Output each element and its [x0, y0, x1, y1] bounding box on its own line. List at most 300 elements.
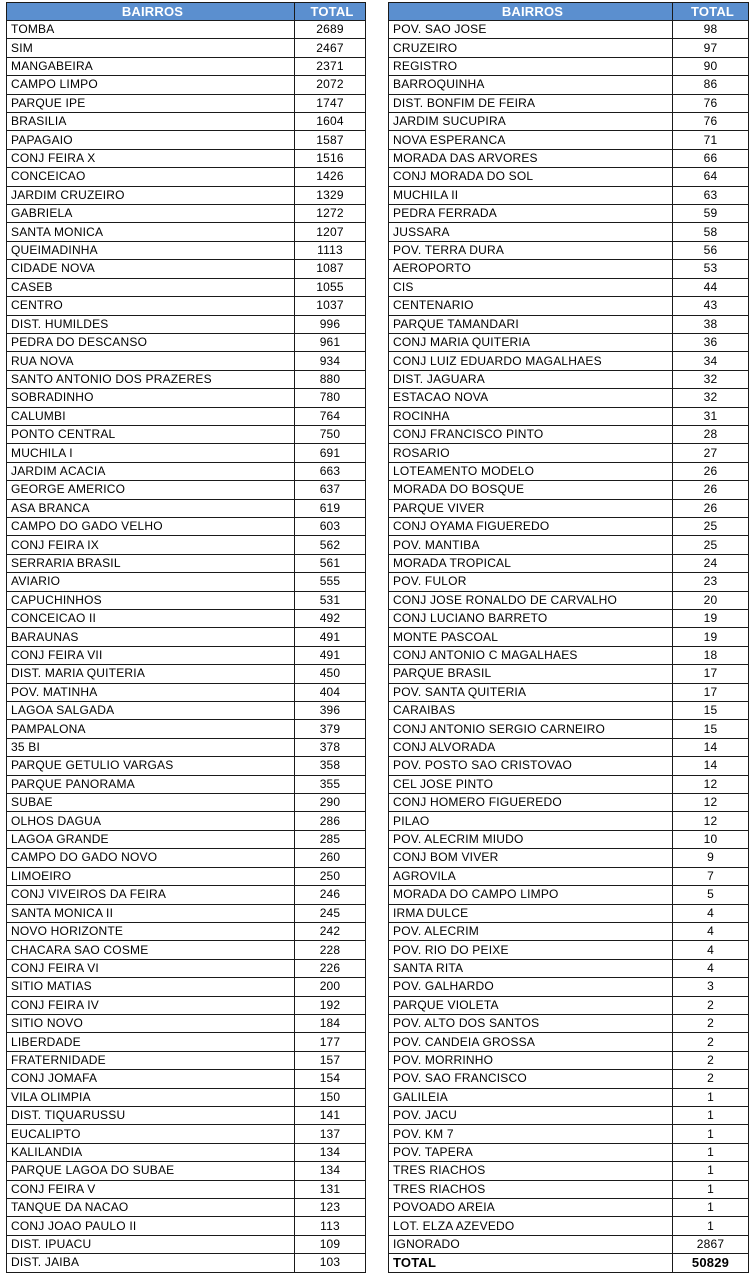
- bairro-total: 2467: [295, 39, 366, 57]
- bairro-total: 5: [673, 886, 749, 904]
- bairro-total: 32: [673, 370, 749, 388]
- bairro-name: CARAIBAS: [389, 702, 673, 720]
- table-row: [7, 941, 366, 959]
- bairro-total: 4: [673, 922, 749, 940]
- table-row: [389, 260, 749, 278]
- bairro-total: 90: [673, 57, 749, 75]
- table-row: [7, 830, 366, 848]
- table-row: [7, 1180, 366, 1198]
- bairro-total: 31: [673, 407, 749, 425]
- bairro-total: 25: [673, 536, 749, 554]
- table-row: [389, 517, 749, 535]
- table-row: [389, 39, 749, 57]
- bairro-total: 109: [295, 1235, 366, 1253]
- bairro-name: PARQUE GETULIO VARGAS: [7, 757, 295, 775]
- bairro-total: 63: [673, 186, 749, 204]
- bairro-total: 14: [673, 757, 749, 775]
- bairro-total: 76: [673, 94, 749, 112]
- bairro-name: POV. RIO DO PEIXE: [389, 941, 673, 959]
- total-value: 50829: [673, 1254, 749, 1272]
- bairro-name: GABRIELA: [7, 205, 295, 223]
- bairro-name: MORADA DO CAMPO LIMPO: [389, 886, 673, 904]
- bairro-name: BARAUNAS: [7, 628, 295, 646]
- bairro-total: 1516: [295, 149, 366, 167]
- table-row: [7, 1162, 366, 1180]
- bairro-total: 491: [295, 646, 366, 664]
- table-row: [389, 1070, 749, 1088]
- bairro-name: CRUZEIRO: [389, 39, 673, 57]
- bairro-total: 2371: [295, 57, 366, 75]
- bairro-total: 1272: [295, 205, 366, 223]
- table-row: [7, 1106, 366, 1124]
- bairro-name: PARQUE VIOLETA: [389, 996, 673, 1014]
- bairro-total: 286: [295, 812, 366, 830]
- bairro-name: CONJ ANTONIO SERGIO CARNEIRO: [389, 720, 673, 738]
- bairro-total: 24: [673, 554, 749, 572]
- bairro-total: 290: [295, 794, 366, 812]
- table-row: [389, 94, 749, 112]
- bairro-name: POV. KM 7: [389, 1125, 673, 1143]
- table-row: [7, 720, 366, 738]
- bairro-name: LOT. ELZA AZEVEDO: [389, 1217, 673, 1235]
- bairro-total: 492: [295, 610, 366, 628]
- bairro-name: CONJ JOAO PAULO II: [7, 1217, 295, 1235]
- table-row: [389, 996, 749, 1014]
- bairro-total: 1: [673, 1143, 749, 1161]
- bairro-name: PARQUE TAMANDARI: [389, 315, 673, 333]
- table-row: [389, 683, 749, 701]
- table-row: [389, 223, 749, 241]
- bairro-total: 36: [673, 333, 749, 351]
- bairro-total: 66: [673, 149, 749, 167]
- table-row: [389, 1235, 749, 1253]
- bairro-name: AVIARIO: [7, 573, 295, 591]
- bairro-total: 20: [673, 591, 749, 609]
- table-row: [7, 996, 366, 1014]
- table-row: [389, 720, 749, 738]
- bairro-name: CONCEICAO II: [7, 610, 295, 628]
- bairro-name: VILA OLIMPIA: [7, 1088, 295, 1106]
- bairro-total: 996: [295, 315, 366, 333]
- bairro-name: TRES RIACHOS: [389, 1180, 673, 1198]
- bairro-name: DIST. TIQUARUSSU: [7, 1106, 295, 1124]
- bairro-total: 150: [295, 1088, 366, 1106]
- bairro-total: 355: [295, 775, 366, 793]
- bairro-total: 663: [295, 462, 366, 480]
- table-row: [7, 1070, 366, 1088]
- table-row: [389, 941, 749, 959]
- table-row: [7, 315, 366, 333]
- bairro-name: CONJ ANTONIO C MAGALHAES: [389, 646, 673, 664]
- bairro-name: JARDIM CRUZEIRO: [7, 186, 295, 204]
- table-row: [7, 168, 366, 186]
- bairro-name: CAMPO LIMPO: [7, 76, 295, 94]
- bairro-name: CAPUCHINHOS: [7, 591, 295, 609]
- bairro-total: 880: [295, 370, 366, 388]
- table-row: [7, 959, 366, 977]
- bairro-name: LIMOEIRO: [7, 867, 295, 885]
- table-row: [389, 867, 749, 885]
- table-row: [7, 499, 366, 517]
- bairro-total: 1: [673, 1199, 749, 1217]
- table-row: [389, 389, 749, 407]
- table-row: [7, 1033, 366, 1051]
- table-row: [389, 922, 749, 940]
- table-row: [7, 186, 366, 204]
- bairro-name: CONJ FEIRA IV: [7, 996, 295, 1014]
- bairro-name: POV. SANTA QUITERIA: [389, 683, 673, 701]
- bairro-total: 242: [295, 922, 366, 940]
- table-row: [389, 886, 749, 904]
- bairro-total: 2: [673, 996, 749, 1014]
- table-row: [7, 628, 366, 646]
- table-row: [7, 1235, 366, 1253]
- bairro-total: 1604: [295, 113, 366, 131]
- bairro-name: JARDIM SUCUPIRA: [389, 113, 673, 131]
- table-row: [389, 76, 749, 94]
- bairro-total: 1: [673, 1162, 749, 1180]
- table-row: [389, 21, 749, 39]
- bairro-total: 12: [673, 794, 749, 812]
- bairro-total: 246: [295, 886, 366, 904]
- bairro-name: AGROVILA: [389, 867, 673, 885]
- bairro-name: DIST. MARIA QUITERIA: [7, 665, 295, 683]
- bairro-total: 131: [295, 1180, 366, 1198]
- bairro-total: 603: [295, 517, 366, 535]
- bairro-name: POV. SAO FRANCISCO: [389, 1070, 673, 1088]
- bairro-total: 59: [673, 205, 749, 223]
- bairro-name: PARQUE PANORAMA: [7, 775, 295, 793]
- table-row: [389, 1125, 749, 1143]
- bairro-total: 157: [295, 1051, 366, 1069]
- bairro-total: 1087: [295, 260, 366, 278]
- table-row: [7, 775, 366, 793]
- bairro-total: 285: [295, 830, 366, 848]
- bairro-total: 4: [673, 941, 749, 959]
- bairro-total: 250: [295, 867, 366, 885]
- total-label: TOTAL: [389, 1254, 673, 1272]
- bairro-total: 3: [673, 978, 749, 996]
- table-row: [7, 444, 366, 462]
- bairro-total: 38: [673, 315, 749, 333]
- bairro-total: 113: [295, 1217, 366, 1235]
- table-row: [389, 186, 749, 204]
- table-row: [7, 646, 366, 664]
- bairro-total: 34: [673, 352, 749, 370]
- bairro-total: 17: [673, 683, 749, 701]
- bairro-name: GEORGE AMERICO: [7, 481, 295, 499]
- bairro-name: CONJ ALVORADA: [389, 738, 673, 756]
- bairro-total: 1: [673, 1106, 749, 1124]
- table-row: [7, 76, 366, 94]
- total-header: TOTAL: [673, 3, 749, 21]
- bairro-name: TOMBA: [7, 21, 295, 39]
- table-row: [7, 1088, 366, 1106]
- bairros-header: BAIRROS: [389, 3, 673, 21]
- bairro-name: FRATERNIDADE: [7, 1051, 295, 1069]
- table-row: [389, 1143, 749, 1161]
- table-row: [389, 904, 749, 922]
- table-row: [389, 1088, 749, 1106]
- table-row: [389, 591, 749, 609]
- bairro-name: QUEIMADINHA: [7, 241, 295, 259]
- bairro-name: PAMPALONA: [7, 720, 295, 738]
- table-row: [7, 922, 366, 940]
- bairro-total: 15: [673, 702, 749, 720]
- bairro-name: LIBERDADE: [7, 1033, 295, 1051]
- bairro-name: CALUMBI: [7, 407, 295, 425]
- bairro-total: 184: [295, 1014, 366, 1032]
- bairro-name: CONJ FEIRA VI: [7, 959, 295, 977]
- table-row: [389, 149, 749, 167]
- table-row: [389, 131, 749, 149]
- table-row: [389, 407, 749, 425]
- bairro-name: NOVA ESPERANCA: [389, 131, 673, 149]
- bairro-total: 28: [673, 425, 749, 443]
- bairros-header: BAIRROS: [7, 3, 295, 21]
- bairro-name: CIDADE NOVA: [7, 260, 295, 278]
- bairro-name: IGNORADO: [389, 1235, 673, 1253]
- bairro-name: RUA NOVA: [7, 352, 295, 370]
- table-row: [7, 21, 366, 39]
- bairro-name: TRES RIACHOS: [389, 1162, 673, 1180]
- bairro-name: PEDRA FERRADA: [389, 205, 673, 223]
- bairro-name: PONTO CENTRAL: [7, 425, 295, 443]
- bairro-name: SERRARIA BRASIL: [7, 554, 295, 572]
- bairro-total: 1113: [295, 241, 366, 259]
- total-header: TOTAL: [295, 3, 366, 21]
- bairro-name: SANTA RITA: [389, 959, 673, 977]
- bairro-name: POV. JACU: [389, 1106, 673, 1124]
- header-row: [389, 3, 749, 21]
- table-row: [7, 812, 366, 830]
- bairro-total: 1: [673, 1088, 749, 1106]
- bairro-name: CONJ JOSE RONALDO DE CARVALHO: [389, 591, 673, 609]
- bairro-total: 562: [295, 536, 366, 554]
- bairro-name: IRMA DULCE: [389, 904, 673, 922]
- bairro-total: 23: [673, 573, 749, 591]
- right-table: [388, 2, 749, 1273]
- bairro-name: POV. POSTO SAO CRISTOVAO: [389, 757, 673, 775]
- bairro-name: POV. ALECRIM MIUDO: [389, 830, 673, 848]
- bairro-name: CIS: [389, 278, 673, 296]
- total-row: [389, 1254, 749, 1272]
- table-row: [7, 610, 366, 628]
- table-row: [7, 738, 366, 756]
- table-row: [7, 131, 366, 149]
- table-row: [7, 867, 366, 885]
- bairro-name: EUCALIPTO: [7, 1125, 295, 1143]
- bairro-name: CONJ JOMAFA: [7, 1070, 295, 1088]
- table-row: [7, 241, 366, 259]
- table-row: [389, 1217, 749, 1235]
- table-row: [389, 333, 749, 351]
- bairro-total: 2: [673, 1014, 749, 1032]
- bairro-total: 1207: [295, 223, 366, 241]
- table-row: [7, 849, 366, 867]
- bairro-name: POV. CANDEIA GROSSA: [389, 1033, 673, 1051]
- bairro-name: MANGABEIRA: [7, 57, 295, 75]
- bairro-name: LAGOA SALGADA: [7, 702, 295, 720]
- bairro-name: MORADA DO BOSQUE: [389, 481, 673, 499]
- bairro-name: DIST. IPUACU: [7, 1235, 295, 1253]
- bairro-total: 961: [295, 333, 366, 351]
- table-row: [7, 389, 366, 407]
- table-row: [7, 517, 366, 535]
- table-row: [389, 1014, 749, 1032]
- bairro-total: 154: [295, 1070, 366, 1088]
- bairro-name: CONJ FEIRA V: [7, 1180, 295, 1198]
- bairro-name: POV. FULOR: [389, 573, 673, 591]
- table-row: [7, 1125, 366, 1143]
- bairro-total: 14: [673, 738, 749, 756]
- bairro-total: 200: [295, 978, 366, 996]
- bairro-name: ESTACAO NOVA: [389, 389, 673, 407]
- bairro-name: CONJ MARIA QUITERIA: [389, 333, 673, 351]
- bairro-total: 637: [295, 481, 366, 499]
- table-row: [389, 757, 749, 775]
- bairro-total: 619: [295, 499, 366, 517]
- bairro-name: PARQUE LAGOA DO SUBAE: [7, 1162, 295, 1180]
- bairro-name: BRASILIA: [7, 113, 295, 131]
- table-row: [7, 904, 366, 922]
- bairro-total: 531: [295, 591, 366, 609]
- table-row: [389, 370, 749, 388]
- bairro-name: REGISTRO: [389, 57, 673, 75]
- bairro-name: AEROPORTO: [389, 260, 673, 278]
- table-row: [7, 683, 366, 701]
- bairro-total: 2: [673, 1051, 749, 1069]
- bairro-name: CENTENARIO: [389, 297, 673, 315]
- table-row: [7, 573, 366, 591]
- table-row: [7, 794, 366, 812]
- bairro-name: ASA BRANCA: [7, 499, 295, 517]
- bairro-name: OLHOS DAGUA: [7, 812, 295, 830]
- bairro-total: 19: [673, 610, 749, 628]
- bairro-name: MUCHILA I: [7, 444, 295, 462]
- bairro-name: TANQUE DA NACAO: [7, 1199, 295, 1217]
- bairro-total: 2: [673, 1033, 749, 1051]
- bairro-name: CHACARA SAO COSME: [7, 941, 295, 959]
- bairro-name: NOVO HORIZONTE: [7, 922, 295, 940]
- bairro-name: SANTO ANTONIO DOS PRAZERES: [7, 370, 295, 388]
- table-row: [389, 205, 749, 223]
- table-row: [389, 113, 749, 131]
- bairro-total: 32: [673, 389, 749, 407]
- table-row: [389, 830, 749, 848]
- table-row: [7, 370, 366, 388]
- bairro-name: POV. TAPERA: [389, 1143, 673, 1161]
- table-row: [389, 849, 749, 867]
- bairro-name: GALILEIA: [389, 1088, 673, 1106]
- bairro-name: MUCHILA II: [389, 186, 673, 204]
- bairro-name: DIST. HUMILDES: [7, 315, 295, 333]
- bairro-name: SITIO MATIAS: [7, 978, 295, 996]
- bairro-total: 764: [295, 407, 366, 425]
- table-row: [389, 462, 749, 480]
- bairro-total: 2: [673, 1070, 749, 1088]
- bairro-total: 98: [673, 21, 749, 39]
- bairro-total: 358: [295, 757, 366, 775]
- bairro-total: 4: [673, 904, 749, 922]
- bairro-name: CONCEICAO: [7, 168, 295, 186]
- bairro-name: POV. ALTO DOS SANTOS: [389, 1014, 673, 1032]
- table-row: [7, 94, 366, 112]
- table-row: [7, 149, 366, 167]
- table-row: [7, 536, 366, 554]
- bairro-total: 2072: [295, 76, 366, 94]
- table-row: [7, 57, 366, 75]
- table-row: [7, 333, 366, 351]
- bairro-total: 1: [673, 1217, 749, 1235]
- table-row: [7, 886, 366, 904]
- bairro-name: POV. MATINHA: [7, 683, 295, 701]
- bairro-name: PILAO: [389, 812, 673, 830]
- table-row: [389, 978, 749, 996]
- bairro-total: 18: [673, 646, 749, 664]
- table-row: [389, 536, 749, 554]
- bairro-name: CONJ HOMERO FIGUEREDO: [389, 794, 673, 812]
- bairro-total: 404: [295, 683, 366, 701]
- bairro-name: POV. MANTIBA: [389, 536, 673, 554]
- bairro-name: ROCINHA: [389, 407, 673, 425]
- bairro-total: 26: [673, 499, 749, 517]
- table-row: [389, 573, 749, 591]
- table-row: [389, 444, 749, 462]
- table-row: [7, 1051, 366, 1069]
- table-row: [7, 665, 366, 683]
- table-row: [7, 205, 366, 223]
- table-row: [389, 794, 749, 812]
- table-row: [389, 1162, 749, 1180]
- bairro-name: POV. SAO JOSE: [389, 21, 673, 39]
- bairro-total: 134: [295, 1143, 366, 1161]
- bairro-total: 555: [295, 573, 366, 591]
- table-row: [7, 481, 366, 499]
- table-row: [389, 168, 749, 186]
- bairro-name: CONJ LUIZ EDUARDO MAGALHAES: [389, 352, 673, 370]
- table-row: [389, 738, 749, 756]
- bairro-name: SITIO NOVO: [7, 1014, 295, 1032]
- bairro-name: CONJ BOM VIVER: [389, 849, 673, 867]
- bairro-name: CONJ FRANCISCO PINTO: [389, 425, 673, 443]
- bairro-name: PAPAGAIO: [7, 131, 295, 149]
- bairro-total: 71: [673, 131, 749, 149]
- bairro-name: BARROQUINHA: [389, 76, 673, 94]
- bairro-name: PEDRA DO DESCANSO: [7, 333, 295, 351]
- table-row: [389, 959, 749, 977]
- bairro-name: SANTA MONICA II: [7, 904, 295, 922]
- table-row: [389, 554, 749, 572]
- bairro-total: 1587: [295, 131, 366, 149]
- table-row: [7, 260, 366, 278]
- bairro-name: 35 BI: [7, 738, 295, 756]
- bairro-total: 1: [673, 1125, 749, 1143]
- table-row: [7, 978, 366, 996]
- bairro-name: KALILANDIA: [7, 1143, 295, 1161]
- bairro-total: 4: [673, 959, 749, 977]
- table-row: [389, 425, 749, 443]
- bairro-total: 76: [673, 113, 749, 131]
- bairro-name: CAMPO DO GADO NOVO: [7, 849, 295, 867]
- bairro-total: 97: [673, 39, 749, 57]
- bairro-total: 44: [673, 278, 749, 296]
- bairro-total: 25: [673, 517, 749, 535]
- bairro-name: CONJ FEIRA X: [7, 149, 295, 167]
- table-row: [389, 702, 749, 720]
- table-row: [7, 1199, 366, 1217]
- bairro-total: 26: [673, 462, 749, 480]
